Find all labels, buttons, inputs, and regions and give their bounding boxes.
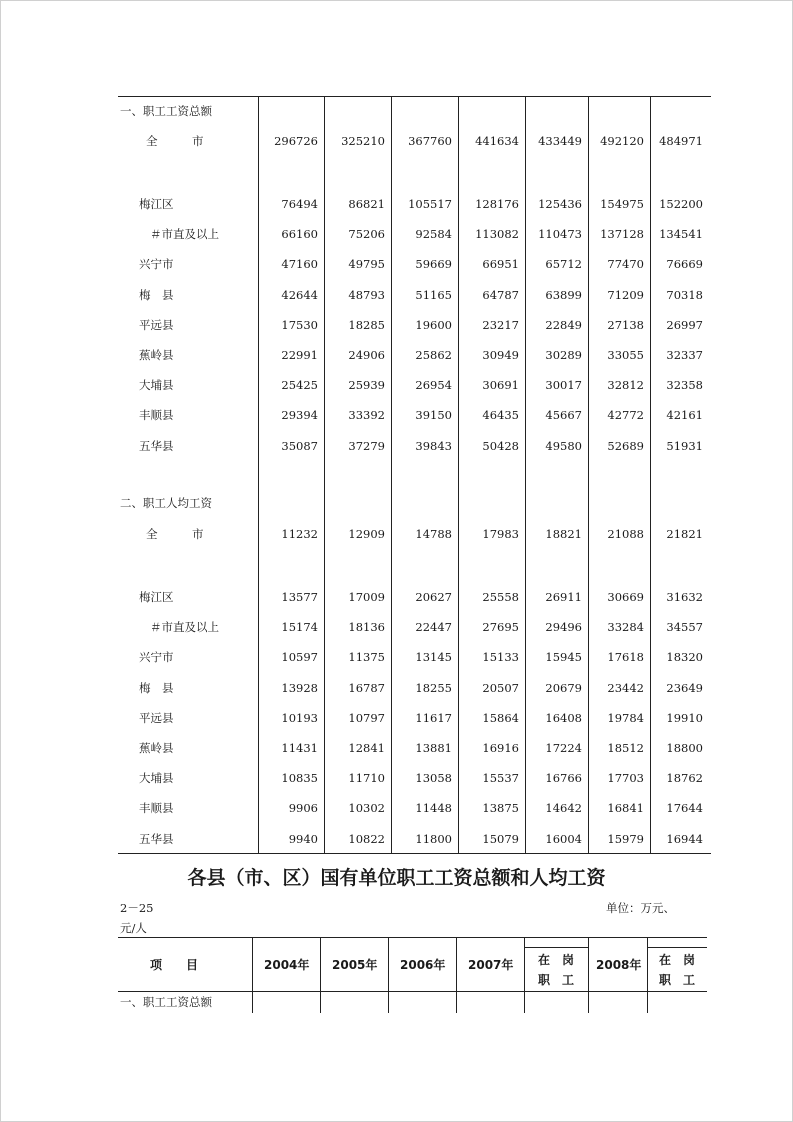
value-cell: 16408 — [545, 710, 582, 725]
value-cell: 31632 — [666, 590, 703, 604]
header-onpost-a: 在 岗 — [538, 953, 575, 967]
row-label: 大埔县 — [139, 771, 174, 786]
header-divider — [647, 937, 648, 1013]
value-cell: 30289 — [545, 348, 582, 362]
value-cell: 296726 — [274, 134, 318, 148]
header-divider — [388, 937, 389, 1013]
row-label: 五华县 — [139, 438, 174, 453]
section-title: 一、职工工资总额 — [120, 104, 212, 118]
table-number: 2－25 — [120, 901, 154, 915]
value-cell: 15945 — [545, 650, 582, 665]
value-cell: 21088 — [607, 527, 644, 541]
value-cell: 23649 — [666, 680, 703, 695]
value-cell: 484971 — [659, 134, 703, 148]
unit-label: 单位：万元、 — [606, 901, 675, 915]
value-cell: 30949 — [482, 348, 519, 362]
value-cell: 9940 — [288, 831, 318, 846]
value-cell: 46435 — [482, 408, 519, 423]
value-cell: 35087 — [281, 438, 318, 453]
value-cell: 14642 — [545, 801, 582, 816]
row-label: 平远县 — [139, 710, 174, 725]
value-cell: 105517 — [408, 197, 452, 211]
value-cell: 92584 — [415, 227, 452, 242]
value-cell: 15864 — [482, 710, 519, 725]
value-cell: 17530 — [281, 317, 318, 332]
value-cell: 25425 — [281, 378, 318, 393]
value-cell: 16944 — [666, 831, 703, 846]
value-cell: 11375 — [348, 650, 385, 665]
value-cell: 11710 — [348, 771, 385, 786]
table-top-border — [118, 96, 711, 97]
header-year-2005: 2005年 — [332, 958, 378, 972]
value-cell: 18255 — [415, 680, 452, 695]
value-cell: 125436 — [538, 197, 582, 211]
header-divider — [588, 937, 589, 1013]
row-label: 全 市 — [146, 527, 204, 541]
value-cell: 10822 — [348, 831, 385, 846]
header-onpost-a-line2: 职 工 — [538, 973, 575, 987]
value-cell: 12909 — [348, 527, 385, 541]
row-label: 蕉岭县 — [139, 741, 174, 755]
value-cell: 42772 — [607, 408, 644, 423]
value-cell: 16766 — [545, 771, 582, 786]
value-cell: 64787 — [482, 287, 519, 302]
value-cell: 65712 — [545, 257, 582, 272]
value-cell: 70318 — [666, 287, 703, 302]
value-cell: 18512 — [607, 741, 644, 755]
header-divider — [252, 937, 253, 1013]
row-label: 兴宁市 — [139, 257, 174, 272]
value-cell: 13058 — [415, 771, 452, 786]
value-cell: 59669 — [415, 257, 452, 272]
header-year-2004: 2004年 — [264, 958, 310, 972]
value-cell: 12841 — [348, 741, 385, 755]
header-divider — [456, 937, 457, 1013]
value-cell: 26997 — [666, 317, 703, 332]
value-cell: 34557 — [666, 620, 703, 635]
row-label: 全 市 — [146, 134, 204, 148]
header-year-2007: 2007年 — [468, 958, 514, 972]
value-cell: 15079 — [482, 831, 519, 846]
value-cell: 19600 — [415, 317, 452, 332]
value-cell: 154975 — [600, 197, 644, 211]
value-cell: 22447 — [415, 620, 452, 635]
value-cell: 18800 — [666, 741, 703, 755]
header-divider — [320, 937, 321, 1013]
value-cell: 11617 — [415, 710, 452, 725]
value-cell: 367760 — [408, 134, 452, 148]
value-cell: 25558 — [482, 590, 519, 604]
value-cell: 113082 — [475, 227, 519, 242]
value-cell: 20627 — [415, 590, 452, 604]
value-cell: 33055 — [607, 348, 644, 362]
value-cell: 75206 — [348, 227, 385, 242]
value-cell: 17009 — [348, 590, 385, 604]
value-cell: 26954 — [415, 378, 452, 393]
value-cell: 11232 — [281, 527, 318, 541]
value-cell: 13577 — [281, 590, 318, 604]
value-cell: 42161 — [666, 408, 703, 423]
value-cell: 22849 — [545, 317, 582, 332]
value-cell: 49795 — [348, 257, 385, 272]
value-cell: 77470 — [607, 257, 644, 272]
value-cell: 9906 — [288, 801, 318, 816]
row-label: 丰顺县 — [139, 408, 174, 423]
value-cell: 13875 — [482, 801, 519, 816]
value-cell: 11448 — [415, 801, 452, 816]
section-title: 二、职工人均工资 — [120, 496, 212, 510]
value-cell: 17983 — [482, 527, 519, 541]
value-cell: 134541 — [659, 227, 703, 242]
value-cell: 18821 — [545, 527, 582, 541]
value-cell: 45667 — [545, 408, 582, 423]
value-cell: 30669 — [607, 590, 644, 604]
row-label: 梅 县 — [139, 680, 174, 695]
value-cell: 39150 — [415, 408, 452, 423]
row-label: 梅江区 — [139, 197, 174, 211]
header-item: 项 目 — [150, 958, 199, 972]
value-cell: 48793 — [348, 287, 385, 302]
value-cell: 23217 — [482, 317, 519, 332]
value-cell: 16841 — [607, 801, 644, 816]
row-label: 丰顺县 — [139, 801, 174, 816]
value-cell: 15979 — [607, 831, 644, 846]
row-label: 梅 县 — [139, 287, 174, 302]
row-label: 兴宁市 — [139, 650, 174, 665]
value-cell: 18285 — [348, 317, 385, 332]
value-cell: 29496 — [545, 620, 582, 635]
value-cell: 10797 — [348, 710, 385, 725]
value-cell: 17644 — [666, 801, 703, 816]
value-cell: 30691 — [482, 378, 519, 393]
header-bottom-border — [118, 991, 707, 992]
value-cell: 51931 — [666, 438, 703, 453]
subheader-line — [524, 947, 588, 948]
value-cell: 23442 — [607, 680, 644, 695]
row-label: 蕉岭县 — [139, 348, 174, 362]
row-label: 梅江区 — [139, 590, 174, 604]
value-cell: 76669 — [666, 257, 703, 272]
value-cell: 27138 — [607, 317, 644, 332]
value-cell: 16916 — [482, 741, 519, 755]
value-cell: 66951 — [482, 257, 519, 272]
value-cell: 433449 — [538, 134, 582, 148]
value-cell: 66160 — [281, 227, 318, 242]
value-cell: 24906 — [348, 348, 385, 362]
table-title: 各县（市、区）国有单位职工工资总额和人均工资 — [187, 867, 606, 889]
first-row-label: 一、职工工资总额 — [120, 995, 212, 1009]
value-cell: 17618 — [607, 650, 644, 665]
value-cell: 13145 — [415, 650, 452, 665]
value-cell: 63899 — [545, 287, 582, 302]
value-cell: 86821 — [348, 197, 385, 211]
value-cell: 16004 — [545, 831, 582, 846]
row-label: ＃市直及以上 — [150, 227, 219, 242]
value-cell: 15133 — [482, 650, 519, 665]
row-label: ＃市直及以上 — [150, 620, 219, 635]
value-cell: 20679 — [545, 680, 582, 695]
value-cell: 25939 — [348, 378, 385, 393]
value-cell: 18136 — [348, 620, 385, 635]
value-cell: 10193 — [281, 710, 318, 725]
value-cell: 52689 — [607, 438, 644, 453]
value-cell: 49580 — [545, 438, 582, 453]
value-cell: 11800 — [415, 831, 452, 846]
value-cell: 441634 — [475, 134, 519, 148]
value-cell: 30017 — [545, 378, 582, 393]
value-cell: 15537 — [482, 771, 519, 786]
value-cell: 47160 — [281, 257, 318, 272]
table-bottom-border — [118, 853, 711, 854]
header-divider — [524, 937, 525, 1013]
subheader-line — [647, 947, 707, 948]
value-cell: 39843 — [415, 438, 452, 453]
value-cell: 10835 — [281, 771, 318, 786]
value-cell: 13928 — [281, 680, 318, 695]
value-cell: 29394 — [281, 408, 318, 423]
value-cell: 18320 — [666, 650, 703, 665]
value-cell: 50428 — [482, 438, 519, 453]
value-cell: 27695 — [482, 620, 519, 635]
value-cell: 20507 — [482, 680, 519, 695]
value-cell: 25862 — [415, 348, 452, 362]
value-cell: 42644 — [281, 287, 318, 302]
value-cell: 33284 — [607, 620, 644, 635]
value-cell: 21821 — [666, 527, 703, 541]
value-cell: 18762 — [666, 771, 703, 786]
value-cell: 16787 — [348, 680, 385, 695]
value-cell: 11431 — [281, 741, 318, 755]
value-cell: 13881 — [415, 741, 452, 755]
value-cell: 71209 — [607, 287, 644, 302]
value-cell: 14788 — [415, 527, 452, 541]
value-cell: 110473 — [538, 227, 582, 242]
value-cell: 51165 — [415, 287, 452, 302]
value-cell: 32812 — [607, 378, 644, 393]
value-cell: 137128 — [600, 227, 644, 242]
row-label: 五华县 — [139, 831, 174, 846]
value-cell: 152200 — [659, 197, 703, 211]
value-cell: 22991 — [281, 348, 318, 362]
header-onpost-b-line2: 职 工 — [659, 973, 696, 987]
value-cell: 26911 — [545, 590, 582, 604]
value-cell: 17703 — [607, 771, 644, 786]
header-year-2006: 2006年 — [400, 958, 446, 972]
value-cell: 15174 — [281, 620, 318, 635]
value-cell: 32358 — [666, 378, 703, 393]
value-cell: 19910 — [666, 710, 703, 725]
header-year-2008: 2008年 — [596, 958, 642, 972]
value-cell: 32337 — [666, 348, 703, 362]
header-top-border — [118, 937, 707, 938]
value-cell: 76494 — [281, 197, 318, 211]
header-onpost-b: 在 岗 — [659, 953, 696, 967]
value-cell: 37279 — [348, 438, 385, 453]
value-cell: 17224 — [545, 741, 582, 755]
value-cell: 33392 — [348, 408, 385, 423]
value-cell: 128176 — [475, 197, 519, 211]
row-label: 平远县 — [139, 317, 174, 332]
value-cell: 10302 — [348, 801, 385, 816]
value-cell: 325210 — [341, 134, 385, 148]
value-cell: 19784 — [607, 710, 644, 725]
value-cell: 492120 — [600, 134, 644, 148]
row-label: 大埔县 — [139, 378, 174, 393]
unit-label-cont: 元/人 — [120, 921, 147, 935]
value-cell: 10597 — [281, 650, 318, 665]
